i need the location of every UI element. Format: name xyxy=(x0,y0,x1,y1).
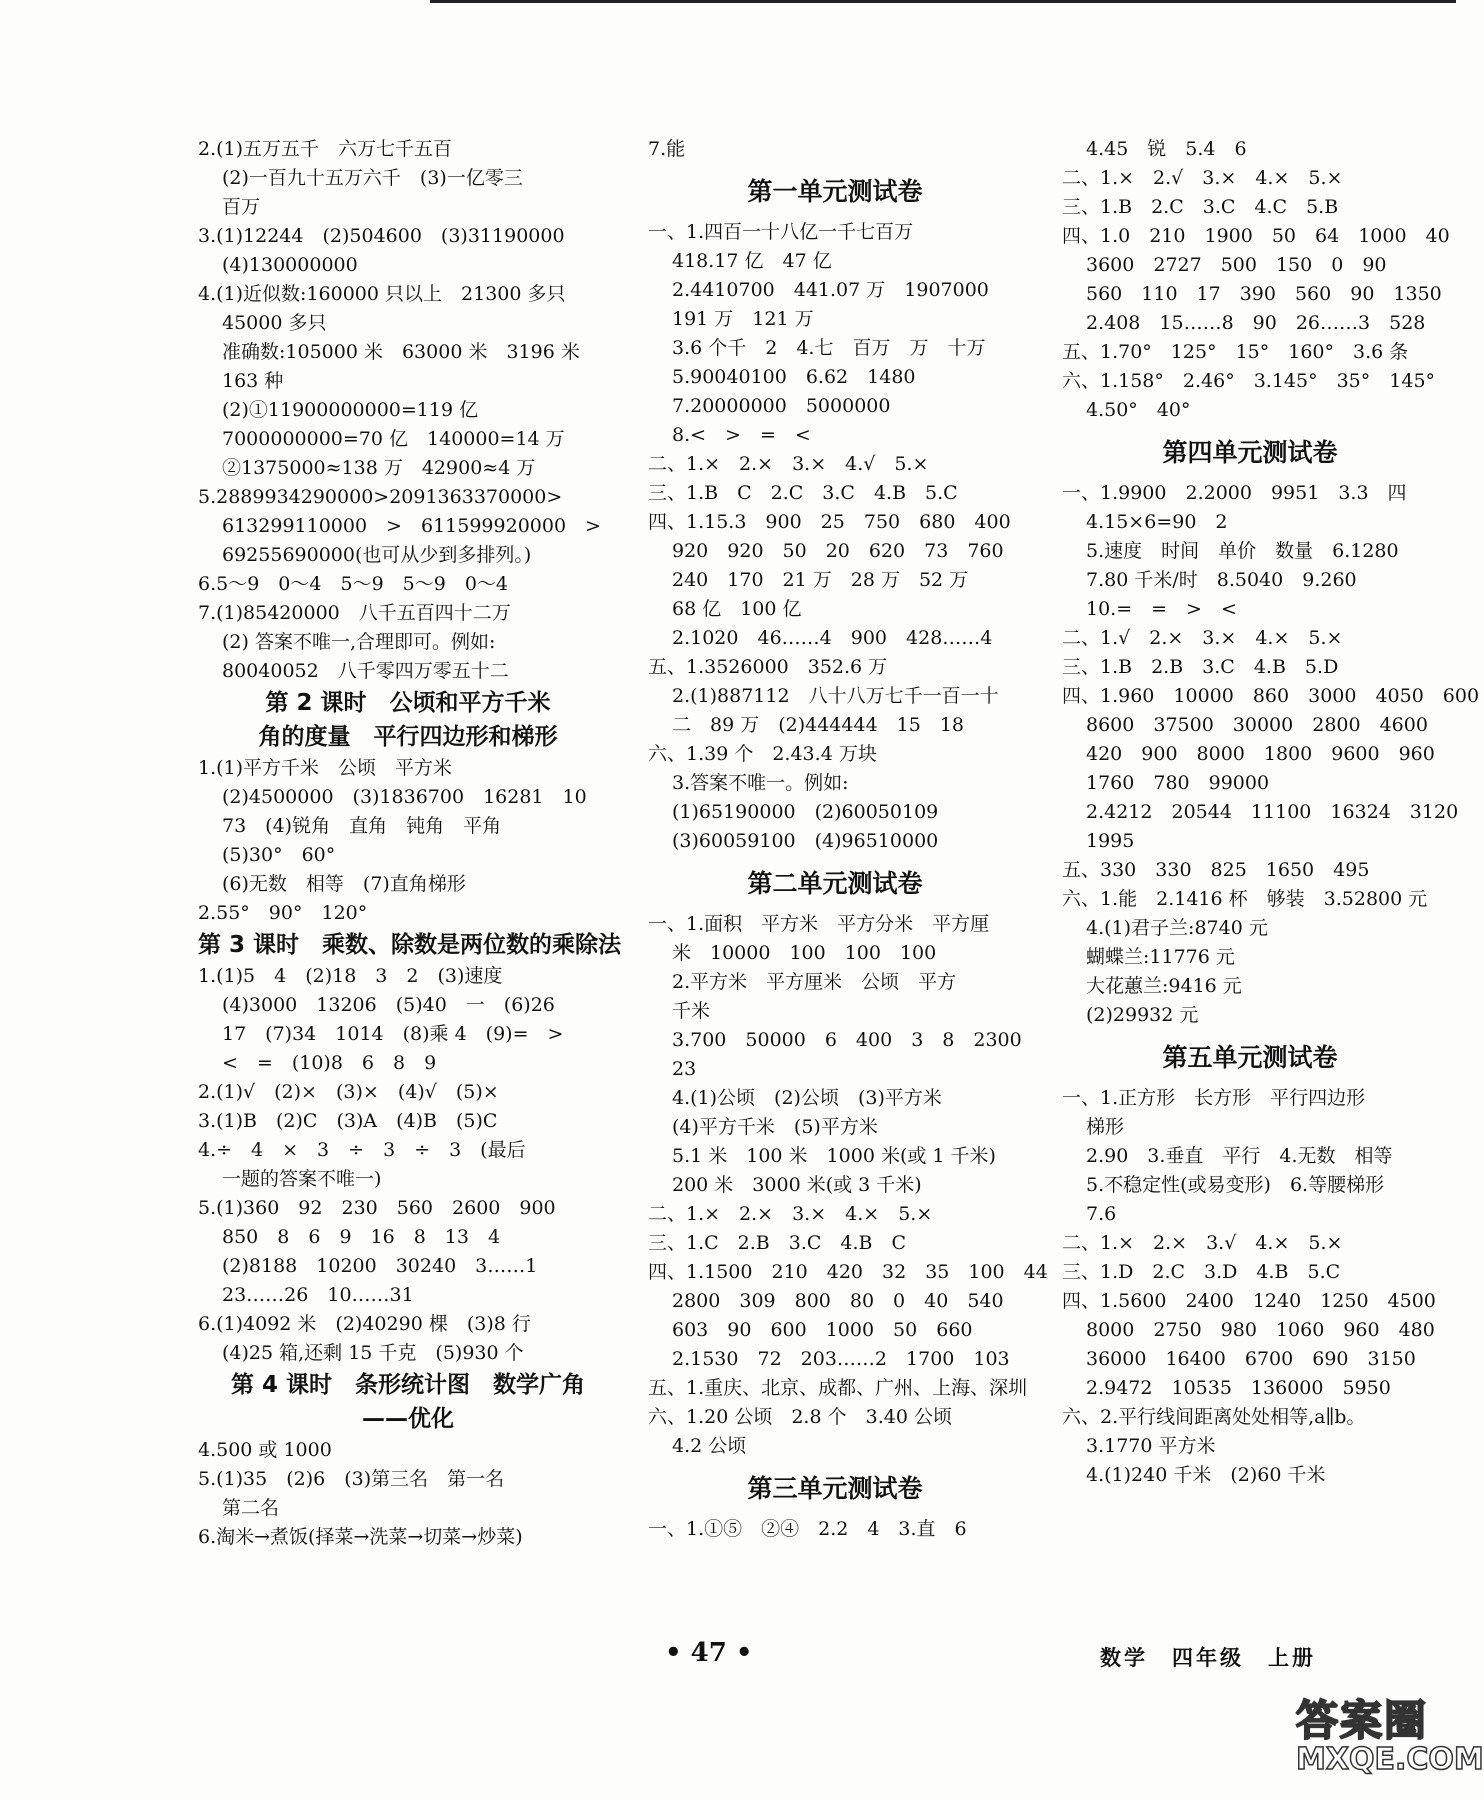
answer-line: 7.80 千米/时 8.5040 9.260 xyxy=(1086,569,1357,591)
answer-line: 2.平方米 平方厘米 公顷 平方 xyxy=(672,971,957,993)
answer-line: 六、2.平行线间距离处处相等,a∥b。 xyxy=(1062,1406,1366,1428)
page-number: • 47 • xyxy=(665,1638,753,1668)
answer-line: 7.(1)85420000 八千五百四十二万 xyxy=(198,602,511,624)
answer-line: 五、1.重庆、北京、成都、广州、上海、深圳 xyxy=(648,1377,1028,1399)
answer-line: 二、1.× 2.× 3.× 4.√ 5.× xyxy=(648,453,929,475)
answer-line: 4.15×6=90 2 xyxy=(1086,511,1228,533)
answer-line: 6.5～9 0～4 5～9 5～9 0～4 xyxy=(198,573,509,595)
answer-line: (2)①11900000000=119 亿 xyxy=(222,399,479,421)
answer-column-1 xyxy=(198,135,622,1552)
answer-line: 613299110000 > 611599920000 > xyxy=(222,515,601,537)
answer-line: 1.(1)平方千米 公顷 平方米 xyxy=(198,757,453,779)
answer-line: 3.答案不唯一。例如: xyxy=(672,772,849,794)
answer-line: 六、1.39 个 2.43.4 万块 xyxy=(648,743,877,765)
answer-line: 8.< > = < xyxy=(672,424,811,446)
answer-line: 17 (7)34 1014 (8)乘 4 (9)= > xyxy=(222,1023,564,1045)
answer-line: 一、1.面积 平方米 平方分米 平方厘 xyxy=(648,913,990,935)
answer-line: 一、1.正方形 长方形 平行四边形 xyxy=(1062,1087,1366,1109)
answer-line: 2800 309 800 80 0 40 540 xyxy=(672,1290,1004,1312)
answer-line: 六、1.20 公顷 2.8 个 3.40 公顷 xyxy=(648,1406,952,1428)
answer-line: 163 种 xyxy=(222,370,284,392)
answer-line: (2)一百九十五万六千 (3)一亿零三 xyxy=(222,167,523,189)
answer-line: 1995 xyxy=(1086,830,1135,852)
section-heading: 第 4 课时 条形统计图 数学广角 xyxy=(230,1372,586,1398)
answer-line: 4.2 公顷 xyxy=(672,1435,747,1457)
answer-line: 3.6 个千 2 4.七 百万 万 十万 xyxy=(672,337,986,359)
answer-line: 4.(1)近似数:160000 只以上 21300 多只 xyxy=(198,283,566,305)
answer-line: 2.408 15……8 90 26……3 528 xyxy=(1086,312,1426,334)
answer-line: 4.500 或 1000 xyxy=(198,1439,332,1461)
answer-line: 五、1.70° 125° 15° 160° 3.6 条 xyxy=(1062,341,1409,363)
answer-line: 420 900 8000 1800 9600 960 xyxy=(1086,743,1435,765)
answer-line: (2)8188 10200 30240 3……1 xyxy=(222,1255,538,1277)
section-heading: 第三单元测试卷 xyxy=(747,1474,923,1503)
answer-line: 大花蕙兰:9416 元 xyxy=(1086,975,1242,997)
answer-line: 1760 780 99000 xyxy=(1086,772,1270,794)
answer-line: 5.90040100 6.62 1480 xyxy=(672,366,916,388)
answer-line: 2.1530 72 203……2 1700 103 xyxy=(672,1348,1010,1370)
answer-line: 68 亿 100 亿 xyxy=(672,598,802,620)
answer-line: 2.4410700 441.07 万 1907000 xyxy=(672,279,989,301)
answer-line: 7000000000=70 亿 140000=14 万 xyxy=(222,428,565,450)
watermark-logo xyxy=(1296,1688,1484,1792)
answer-line: 240 170 21 万 28 万 52 万 xyxy=(672,569,969,591)
answer-line: 一题的答案不唯一) xyxy=(222,1168,382,1190)
answer-line: 5.(1)35 (2)6 (3)第三名 第一名 xyxy=(198,1468,505,1490)
answer-line: 四、1.960 10000 860 3000 4050 600 xyxy=(1062,685,1480,707)
answer-line: 2.(1)887112 八十八万七千一百一十 xyxy=(672,685,999,707)
answer-line: ②1375000≈138 万 42900≈4 万 xyxy=(222,457,536,479)
answer-line: 2.55° 90° 120° xyxy=(198,902,368,924)
answer-line: 一、1.9900 2.2000 9951 3.3 四 xyxy=(1062,482,1407,504)
answer-line: 二、1.× 2.√ 3.× 4.× 5.× xyxy=(1062,167,1343,189)
answer-line: 三、1.D 2.C 3.D 4.B 5.C xyxy=(1062,1261,1341,1283)
answer-line: 2.4212 20544 11100 16324 3120 xyxy=(1086,801,1459,823)
answer-line: < = (10)8 6 8 9 xyxy=(222,1052,437,1074)
watermark-url: MXQE.COM xyxy=(1296,1742,1484,1777)
answer-line: 69255690000(也可从少到多排列。) xyxy=(222,544,532,566)
answer-line: 准确数:105000 米 63000 米 3196 米 xyxy=(222,341,580,363)
book-footer: 数学 四年级 上册 xyxy=(1100,1645,1316,1670)
watermark-title: 答案圈 xyxy=(1296,1696,1429,1745)
section-heading: 第五单元测试卷 xyxy=(1162,1043,1338,1072)
section-heading: 角的度量 平行四边形和梯形 xyxy=(258,724,558,750)
answer-line: 蝴蝶兰:11776 元 xyxy=(1086,946,1235,968)
answer-line: 23 xyxy=(672,1058,697,1080)
answer-line: 200 米 3000 米(或 3 千米) xyxy=(672,1174,922,1196)
answer-line: 23……26 10……31 xyxy=(222,1284,414,1306)
answer-line: 3.700 50000 6 400 3 8 2300 xyxy=(672,1029,1022,1051)
answer-line: (2)29932 元 xyxy=(1086,1004,1199,1026)
answer-line: 2.(1)√ (2)× (3)× (4)√ (5)× xyxy=(198,1081,499,1103)
answer-line: (4)25 箱,还剩 15 千克 (5)930 个 xyxy=(222,1342,524,1364)
answer-line: 2.9472 10535 136000 5950 xyxy=(1086,1377,1391,1399)
answer-line: 6.淘米→煮饭(择菜→洗菜→切菜→炒菜) xyxy=(198,1526,523,1548)
answer-line: 五、330 330 825 1650 495 xyxy=(1062,859,1370,881)
answer-line: 560 110 17 390 560 90 1350 xyxy=(1086,283,1442,305)
answer-line: 4.50° 40° xyxy=(1086,399,1191,421)
answer-line: 二、1.× 2.× 3.× 4.× 5.× xyxy=(648,1203,933,1225)
answer-line: 2.1020 46……4 900 428……4 xyxy=(672,627,993,649)
answer-line: 5.不稳定性(或易变形) 6.等腰梯形 xyxy=(1086,1174,1385,1196)
answer-line: 四、1.5600 2400 1240 1250 4500 xyxy=(1062,1290,1436,1312)
answer-line: 8000 2750 980 1060 960 480 xyxy=(1086,1319,1435,1341)
answer-line: 四、1.0 210 1900 50 64 1000 40 xyxy=(1062,225,1450,247)
section-heading: 第四单元测试卷 xyxy=(1162,438,1338,467)
answer-line: 六、1.158° 2.46° 3.145° 35° 145° xyxy=(1062,370,1436,392)
answer-line: (2)4500000 (3)1836700 16281 10 xyxy=(222,786,587,808)
answer-line: 3.1770 平方米 xyxy=(1086,1435,1216,1457)
answer-line: 2.(1)五万五千 六万七千五百 xyxy=(198,138,453,160)
answer-line: 5.1 米 100 米 1000 米(或 1 千米) xyxy=(672,1145,996,1167)
answer-line: 45000 多只 xyxy=(222,312,327,334)
answer-line: (4)3000 13206 (5)40 一 (6)26 xyxy=(222,994,555,1016)
answer-line: 3.(1)12244 (2)504600 (3)31190000 xyxy=(198,225,565,247)
answer-line: 百万 xyxy=(222,196,261,218)
answer-line: 7.6 xyxy=(1086,1203,1117,1225)
answer-line: 5.2889934290000>2091363370000> xyxy=(198,486,563,508)
answer-line: 米 10000 100 100 100 xyxy=(672,942,937,964)
answer-line: 850 8 6 9 16 8 13 4 xyxy=(222,1226,501,1248)
answer-line: 二、1.√ 2.× 3.× 4.× 5.× xyxy=(1062,627,1343,649)
answer-line: 1.(1)5 4 (2)18 3 2 (3)速度 xyxy=(198,965,503,987)
answer-line: (6)无数 相等 (7)直角梯形 xyxy=(222,873,466,895)
answer-line: 六、1.能 2.1416 杯 够装 3.52800 元 xyxy=(1062,888,1428,910)
answer-line: (2) 答案不唯一,合理即可。例如: xyxy=(222,631,496,653)
answer-line: 36000 16400 6700 690 3150 xyxy=(1086,1348,1416,1370)
answer-line: 8600 37500 30000 2800 4600 xyxy=(1086,714,1428,736)
answer-column-3 xyxy=(1062,135,1480,1490)
answer-line: 4.45 锐 5.4 6 xyxy=(1086,138,1247,160)
answer-line: 3.(1)B (2)C (3)A (4)B (5)C xyxy=(198,1110,498,1132)
answer-line: 2.90 3.垂直 平行 4.无数 相等 xyxy=(1086,1145,1393,1167)
section-heading: ——优化 xyxy=(362,1406,454,1432)
answer-line: (4)130000000 xyxy=(222,254,358,276)
section-heading: 第 3 课时 乘数、除数是两位数的乘除法 xyxy=(198,932,622,958)
answer-line: 5.(1)360 92 230 560 2600 900 xyxy=(198,1197,556,1219)
answer-line: 二 89 万 (2)444444 15 18 xyxy=(672,714,965,736)
section-heading: 第 2 课时 公顷和平方千米 xyxy=(265,690,551,716)
answer-line: 7.能 xyxy=(648,138,686,160)
answer-line: 4.÷ 4 × 3 ÷ 3 ÷ 3 (最后 xyxy=(198,1139,526,1161)
answer-line: 三、1.C 2.B 3.C 4.B C xyxy=(648,1232,907,1254)
answer-line: 5.速度 时间 单价 数量 6.1280 xyxy=(1086,540,1399,562)
answer-line: 梯形 xyxy=(1086,1116,1125,1138)
section-heading: 第一单元测试卷 xyxy=(747,177,923,206)
answer-line: 418.17 亿 47 亿 xyxy=(672,250,832,272)
answer-line: 五、1.3526000 352.6 万 xyxy=(648,656,888,678)
answer-line: 四、1.15.3 900 25 750 680 400 xyxy=(648,511,1011,533)
answer-line: (5)30° 60° xyxy=(222,844,336,866)
answer-line: 603 90 600 1000 50 660 xyxy=(672,1319,973,1341)
answer-line: 三、1.B C 2.C 3.C 4.B 5.C xyxy=(648,482,958,504)
section-heading: 第二单元测试卷 xyxy=(747,869,923,898)
answer-line: 4.(1)公顷 (2)公顷 (3)平方米 xyxy=(672,1087,942,1109)
top-rule xyxy=(430,0,1456,3)
answer-column-2 xyxy=(648,135,1048,1544)
answer-line: 一、1.①⑤ ②④ 2.2 4 3.直 6 xyxy=(648,1518,967,1540)
answer-line: (3)60059100 (4)96510000 xyxy=(672,830,939,852)
answer-line: 3600 2727 500 150 0 90 xyxy=(1086,254,1387,276)
answer-line: 三、1.B 2.B 3.C 4.B 5.D xyxy=(1062,656,1339,678)
answer-line: (1)65190000 (2)60050109 xyxy=(672,801,939,823)
answer-line: 四、1.1500 210 420 32 35 100 44 xyxy=(648,1261,1048,1283)
answer-line: 6.(1)4092 米 (2)40290 棵 (3)8 行 xyxy=(198,1313,531,1335)
answer-line: 千米 xyxy=(672,1000,711,1022)
answer-line: 一、1.四百一十八亿一千七百万 xyxy=(648,221,914,243)
answer-line: 二、1.× 2.× 3.√ 4.× 5.× xyxy=(1062,1232,1343,1254)
answer-line: 73 (4)锐角 直角 钝角 平角 xyxy=(222,815,502,837)
answer-line: 4.(1)君子兰:8740 元 xyxy=(1086,917,1268,939)
answer-line: 4.(1)240 千米 (2)60 千米 xyxy=(1086,1464,1326,1486)
answer-line: 191 万 121 万 xyxy=(672,308,814,330)
answer-line: 三、1.B 2.C 3.C 4.C 5.B xyxy=(1062,196,1339,218)
answer-line: 80040052 八千零四万零五十二 xyxy=(222,660,509,682)
answer-line: 第二名 xyxy=(222,1497,280,1519)
answer-line: 10.= = > < xyxy=(1086,598,1237,620)
answer-line: 920 920 50 20 620 73 760 xyxy=(672,540,1004,562)
answer-line: (4)平方千米 (5)平方米 xyxy=(672,1116,878,1138)
answer-line: 7.20000000 5000000 xyxy=(672,395,891,417)
